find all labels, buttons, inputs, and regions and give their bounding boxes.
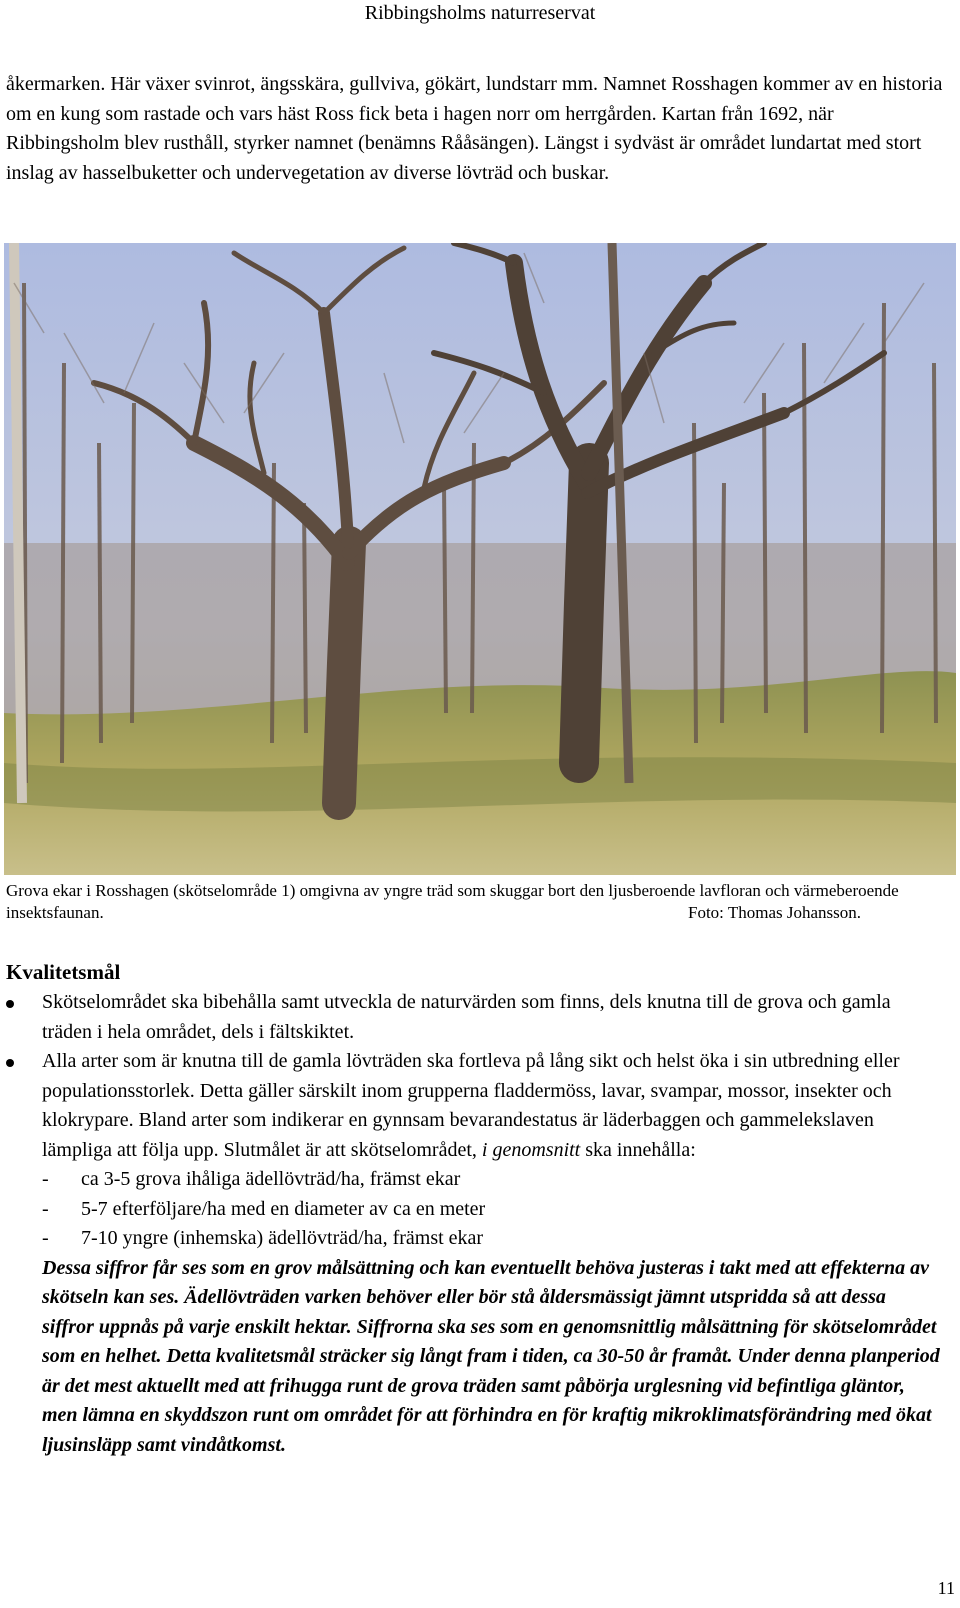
photo-credit: Foto: Thomas Johansson. bbox=[688, 903, 862, 922]
bullet-text: Skötselområdet ska bibehålla samt utveckla de naturvärden som finns, dels knutna till de grova och gamla träden i hela området, dels i fältskiktet. bbox=[42, 991, 891, 1043]
forest-photo bbox=[4, 243, 956, 875]
bullet-text-tail: ska innehålla: bbox=[585, 1138, 696, 1161]
bullet-italic-text: i genomsnitt bbox=[481, 1138, 581, 1161]
quality-goals-list bbox=[6, 988, 941, 1460]
section-heading: Kvalitetsmål bbox=[6, 960, 121, 984]
list-item bbox=[6, 1195, 941, 1225]
dash-marker: - bbox=[42, 1227, 49, 1249]
list-item bbox=[6, 1047, 941, 1165]
document-title: Ribbingsholms naturreservat bbox=[364, 2, 596, 24]
bullet-icon bbox=[6, 1000, 14, 1008]
dash-text: 7-10 yngre (inhemska) ädellövträd/ha, främst ekar bbox=[81, 1227, 484, 1249]
list-item bbox=[6, 988, 941, 1047]
bullet-icon bbox=[6, 1059, 14, 1067]
dash-text: 5-7 efterföljare/ha med en diameter av ca en meter bbox=[81, 1197, 486, 1220]
list-item bbox=[6, 1224, 941, 1254]
dash-marker: - bbox=[42, 1197, 49, 1220]
bullet-text: Alla arter som är knutna till de gamla lövträden ska fortleva på lång sikt och helst öka i sin utbredning eller populationsstorlek. Detta gäller särskilt inom grupperna fladdermöss, lavar, svampar, mossor, insekter och klokrypare. Bland arter som indikerar en gynnsam bevarandestatus är läderbaggen och gammelekslaven lämpliga att följa upp. Slutmålet är att skötselområdet, bbox=[42, 1050, 900, 1161]
page-number: 11 bbox=[937, 1578, 955, 1598]
photo-caption bbox=[6, 880, 956, 924]
emphasis-paragraph: Dessa siffror får ses som en grov målsättning och kan eventuellt behöva justeras i takt med att effekterna av skötseln kan ses. Ädellövträden varken behöver eller bör stå åldersmässigt jämnt utspridda så att dessa siffror uppnås på varje enskilt hektar. Siffrorna ska ses som en genomsnittlig målsättning för skötselområdet som en helhet. Detta kvalitetsmål sträcker sig långt fram i tiden, ca 30-50 år framåt. Under denna planperiod är det mest aktuellt med att frihugga runt de grova träden samt påbörja urglesning vid befintliga gläntor, men lämna en skyddszon runt om området för att förhindra en för kraftig mikroklimatsförändring med ökat ljusinsläpp samt vindåtkomst. bbox=[42, 1256, 940, 1456]
dash-text: ca 3-5 grova ihåliga ädellövträd/ha, främst ekar bbox=[81, 1168, 461, 1190]
dash-marker: - bbox=[42, 1168, 49, 1190]
list-item bbox=[6, 1165, 941, 1195]
intro-paragraph: åkermarken. Här växer svinrot, ängsskära, gullviva, gökärt, lundstarr mm. Namnet Rosshagen kommer av en historia om en kung som rastade och vars häst Ross fick beta i hagen norr om herrgården. Kartan från 1692, när Ribbingsholm blev rusthåll, styrker namnet (benämns Rååsängen). Längst i sydväst är området lundartat med stort inslag av hasselbuketter och undervegetation av diverse lövträd och buskar. bbox=[6, 73, 943, 184]
page-header bbox=[0, 0, 960, 26]
oak-meadow-illustration bbox=[4, 243, 956, 875]
caption-text: Grova ekar i Rosshagen (skötselområde 1) omgivna av yngre träd som skuggar bort den ljusberoende lavfloran och värmeberoende insektsfaunan. bbox=[6, 881, 899, 922]
